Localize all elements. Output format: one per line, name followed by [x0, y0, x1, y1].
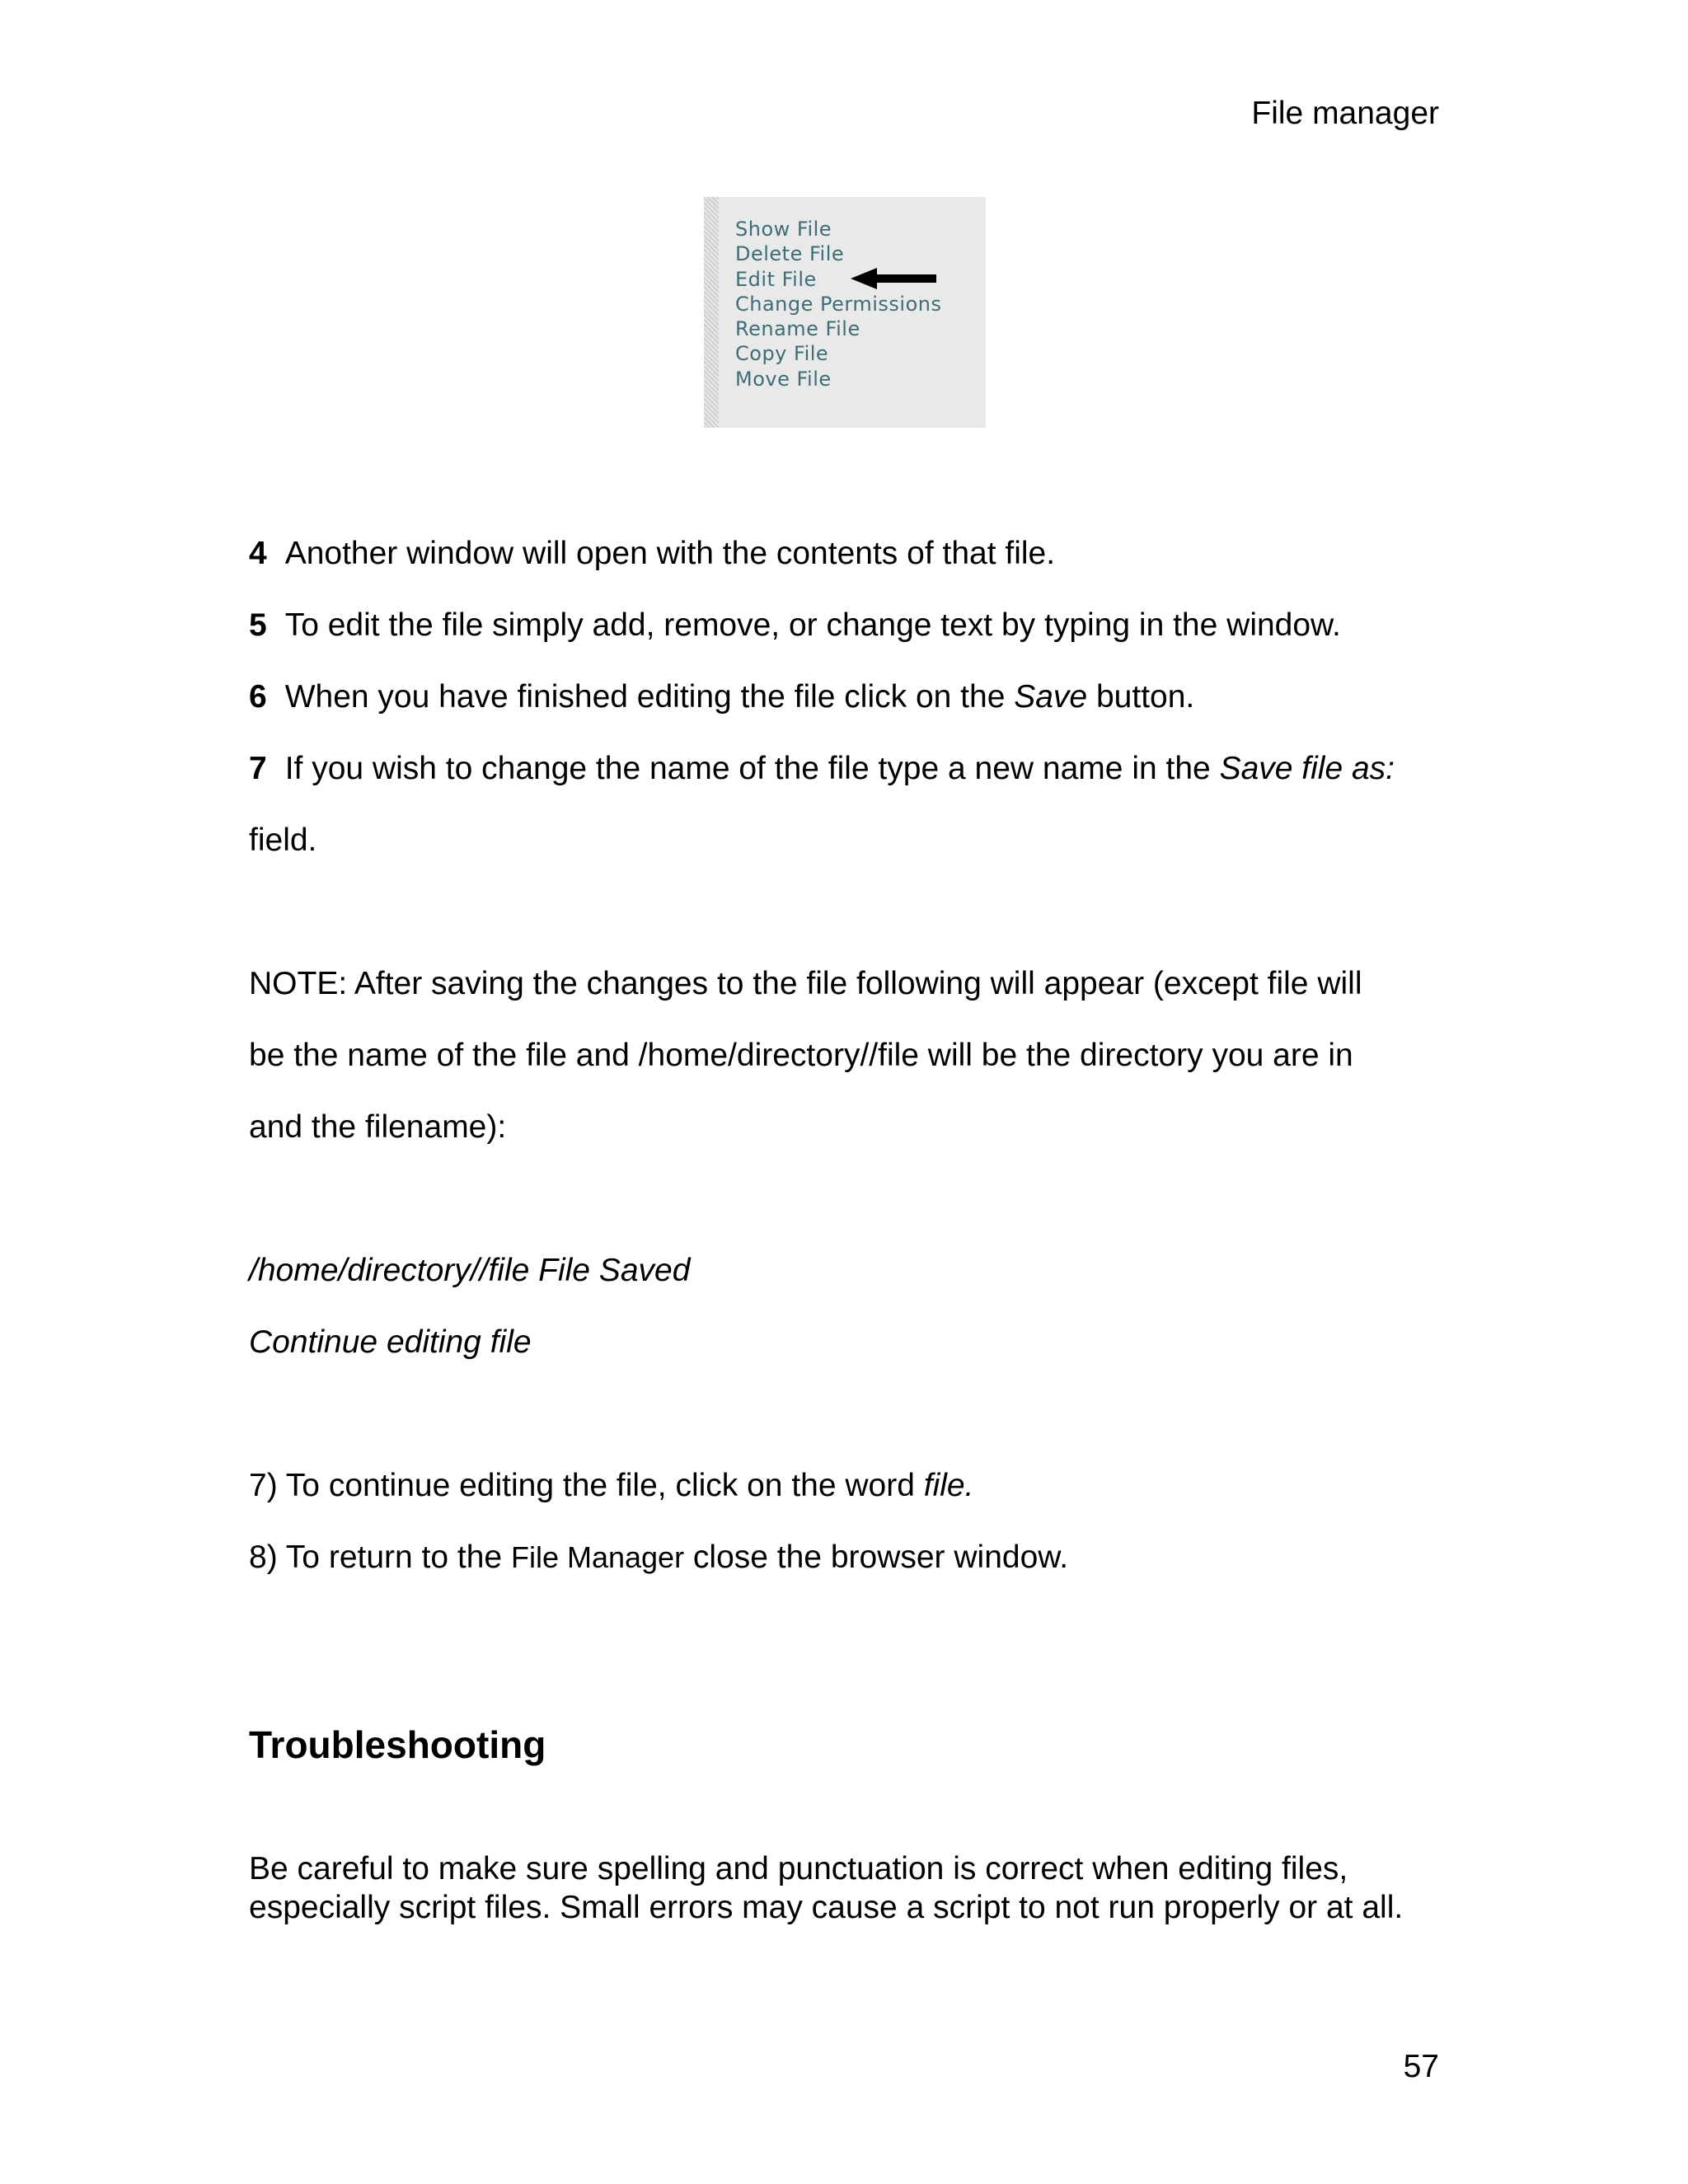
step-5 [249, 609, 1452, 641]
step-text: If you wish to change the name of the file type a new name in the [284, 751, 1220, 786]
step-6 [249, 681, 1452, 713]
menu-list [735, 217, 941, 391]
note-line-1: NOTE: After saving the changes to the file following will appear (except file will [249, 966, 1362, 1001]
final-step-8-text-end: close the browser window. [684, 1540, 1069, 1575]
menu-item-copy-file[interactable]: Copy File [735, 342, 829, 366]
final-step-7 [249, 1469, 1452, 1502]
file-link-reference: file. [923, 1468, 974, 1503]
page-number: 57 [1403, 2049, 1439, 2084]
final-step-7-text: 7) To continue editing the file, click on the word [249, 1468, 924, 1503]
note-line-3: and the filename): [249, 1109, 507, 1145]
menu-item-rename-file[interactable]: Rename File [735, 317, 860, 341]
step-text: To edit the file simply add, remove, or change text by typing in the window. [284, 607, 1341, 643]
step-7-continuation: field. [249, 823, 317, 858]
troubleshooting-heading: Troubleshooting [249, 1723, 546, 1766]
continue-editing-message: Continue editing file [249, 1324, 532, 1360]
menu-item-show-file[interactable]: Show File [735, 218, 832, 241]
file-saved-message: /home/directory//file File Saved [249, 1253, 691, 1288]
menu-item-edit-file[interactable]: Edit File [735, 267, 817, 291]
menu-stripe [704, 197, 719, 428]
save-button-reference: Save [1014, 679, 1088, 715]
left-arrow-icon [851, 268, 936, 289]
note-line-2: be the name of the file and /home/directory//file will be the directory you are in [249, 1038, 1353, 1073]
menu-item-change-permissions[interactable]: Change Permissions [735, 292, 942, 316]
step-7 [249, 752, 1452, 785]
troubleshooting-paragraph: Be careful to make sure spelling and punctuation is correct when editing files, especially script files. Small errors may cause a script to not run properly or at all. [249, 1851, 1404, 1925]
menu-item-delete-file[interactable]: Delete File [735, 242, 845, 266]
step-number: 7 [249, 751, 267, 786]
step-text: Another window will open with the contents of that file. [284, 536, 1056, 571]
step-4 [249, 537, 1452, 569]
save-file-as-field-reference: Save file as: [1219, 751, 1395, 786]
final-step-8-text: 8) To return to the [249, 1540, 511, 1575]
step-number: 5 [249, 607, 267, 643]
step-number: 6 [249, 679, 267, 715]
file-manager-name: File Manager [510, 1540, 685, 1574]
step-text: When you have finished editing the file click on the [284, 679, 1015, 715]
final-step-8 [249, 1541, 1452, 1573]
menu-item-move-file[interactable]: Move File [735, 367, 832, 391]
page-header: File manager [1251, 96, 1439, 131]
file-actions-menu [704, 197, 986, 428]
step-number: 4 [249, 536, 267, 571]
step-text-end: button. [1087, 679, 1195, 715]
